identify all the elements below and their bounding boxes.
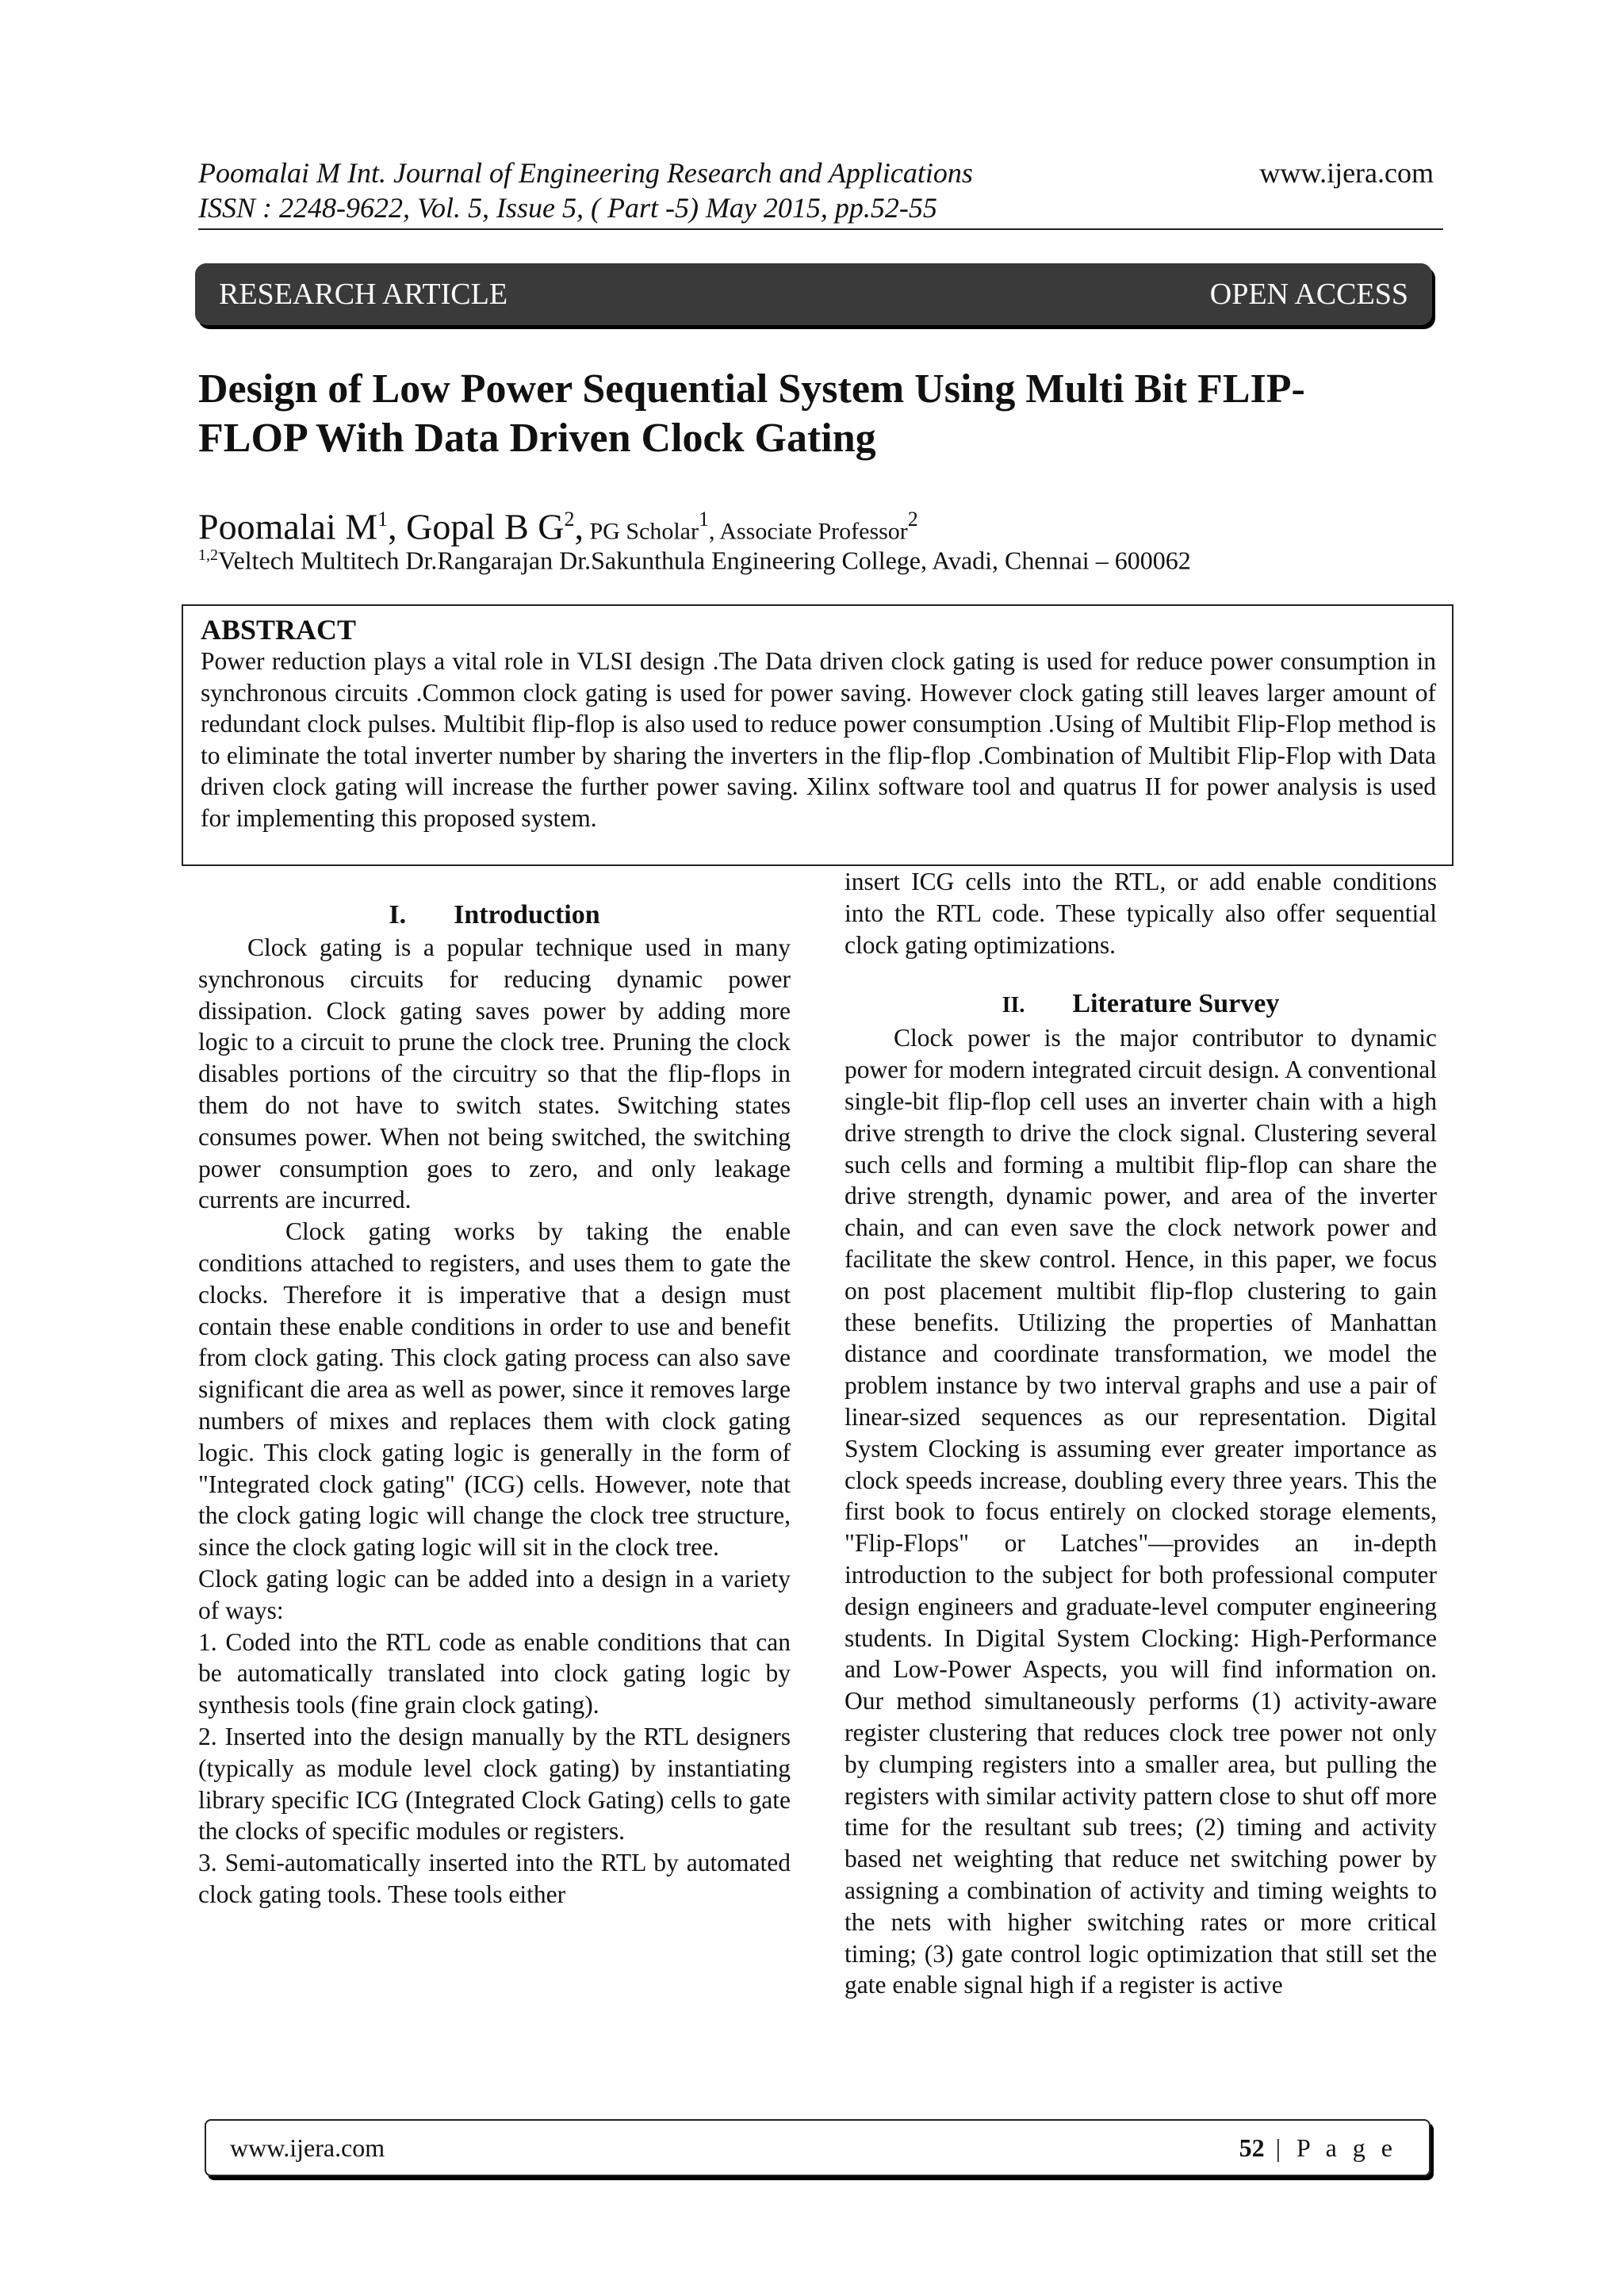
author-role-2: , Associate Professor	[709, 518, 908, 545]
author-2: , Gopal B G	[388, 506, 565, 547]
abstract-heading: ABSTRACT	[201, 614, 357, 646]
issn-line: ISSN : 2248-9622, Vol. 5, Issue 5, ( Part -5) May 2015, pp.52-55	[198, 192, 937, 224]
left-column	[198, 899, 791, 1911]
footer-website: www.ijera.com	[230, 2133, 385, 2162]
paragraph: Clock power is the major contributor to dynamic power for modern integrated circuit design. A conventional single-bit flip-flop cell uses an inverter chain with a high drive strength to drive the clock signal. Clustering several such cells and forming a multibit flip-flop can share the drive strength, dynamic power, and area of the inverter chain, and can even save the clock network power and facilitate the skew control. Hence, in this paper, we focus on post placement multibit flip-flop clustering to gain these benefits. Utilizing the properties of Manhattan distance and coordinate transformation, we model the problem instance by two interval graphs and use a pair of linear-sized sequences as our representation. Digital System Clocking is assuming ever greater importance as clock speeds increase, doubling every three years. This the first book to focus entirely on clocked storage elements, "Flip-Flops" or Latches"—provides an in-depth introduction to the subject for both professional computer design engineers and graduate-level computer engineering students. In Digital System Clocking: High-Performance and Low-Power Aspects, you will find information on. Our method simultaneously performs (1) activity-aware register clustering that reduces clock tree power not only by clumping registers into a smaller area, but pulling the registers with similar activity pattern close to shut off more time for the resultant sub trees; (2) timing and activity based net weighting that reduce net switching power by assigning a combination of activity and timing weights to the nets with higher switching rates or more critical timing; (3) gate control logic optimization that still set the gate enable signal high if a register is active	[845, 1024, 1437, 1999]
paper-title	[198, 365, 1435, 463]
paragraph: Clock gating is a popular technique used in many synchronous circuits for reducing dynamic power dissipation. Clock gating saves power by adding more logic to a circuit to prune the clock tree. Pruning the clock disables portions of the circuitry so that the flip-flops in them do not have to switch states. Switching states consumes power. When not being switched, the switching power consumption goes to zero, and only leakage currents are incurred.	[198, 933, 791, 1214]
page-number: 52 | P a g e	[1239, 2133, 1397, 2162]
title-line-2: FLOP With Data Driven Clock Gating	[198, 416, 876, 461]
article-type-label: RESEARCH ARTICLE	[219, 278, 508, 311]
abstract-box	[182, 604, 1454, 866]
affiliation: $^{1,2}$Veltech Multitech Dr.Rangarajan Dr.Sakunthula Engineering College, Avadi, Chennai – 600062	[198, 546, 1191, 575]
section-heading-literature-survey: II. Literature Survey	[1002, 989, 1280, 1019]
paragraph: Clock gating logic can be added into a design in a variety of ways:	[198, 1564, 791, 1624]
paragraph: Clock gating works by taking the enable conditions attached to registers, and uses them to gate the clocks. Therefore it is imperative that a design must contain these enable conditions in order to use and benefit from clock gating. This clock gating process can also save significant die area as well as power, since it removes large numbers of mixes and replaces them with clock gating logic. This clock gating logic is generally in the form of "Integrated clock gating" (ICG) cells. However, note that the clock gating logic will change the clock tree structure, since the clock gating logic will sit in the clock tree.	[198, 1217, 791, 1562]
open-access-label: OPEN ACCESS	[1209, 278, 1408, 311]
list-item: 3. Semi-automatically inserted into the RTL by automated clock gating tools. These tools either	[198, 1849, 791, 1908]
running-header	[198, 155, 973, 225]
section-heading-introduction: I. Introduction	[389, 900, 600, 930]
author-1: Poomalai M	[198, 506, 378, 547]
paragraph: insert ICG cells into the RTL, or add enable conditions into the RTL code. These typically also offer sequential clock gating optimizations.	[845, 868, 1437, 959]
abstract-text: Power reduction plays a vital role in VLSI design .The Data driven clock gating is used for reduce power consumption in synchronous circuits .Common clock gating is used for power saving. However clock gating still leaves larger amount of redundant clock pulses. Multibit flip-flop is also used to reduce power consumption .Using of Multibit Flip-Flop method is to eliminate the total inverter number by sharing the inverters in the flip-flop .Combination of Multibit Flip-Flop with Data driven clock gating will increase the further power saving. Xilinx software tool and quatrus II for power analysis is used for implementing this proposed system.	[201, 647, 1436, 832]
article-banner	[195, 263, 1432, 325]
header-website: www.ijera.com	[1259, 157, 1434, 189]
author-role-1: PG Scholar	[584, 518, 699, 545]
list-item: 1. Coded into the RTL code as enable conditions that can be automatically translated into clock gating logic by synthesis tools (fine grain clock gating).	[198, 1627, 791, 1719]
author-line: Poomalai $M^1$, Gopal B $G^2$, PG Scholar$^1$, Associate Professor$^2$	[198, 506, 918, 547]
journal-line: Poomalai M Int. Journal of Engineering Research and Applications	[198, 157, 973, 189]
right-column	[845, 866, 1437, 2001]
title-line-1: Design of Low Power Sequential System Using Multi Bit FLIP-	[198, 366, 1305, 412]
header-rule	[198, 228, 1443, 230]
page-footer	[205, 2119, 1431, 2176]
list-item: 2. Inserted into the design manually by the RTL designers (typically as module level clock gating) by instantiating library specific ICG (Integrated Clock Gating) cells to gate the clocks of specific modules or registers.	[198, 1722, 791, 1846]
